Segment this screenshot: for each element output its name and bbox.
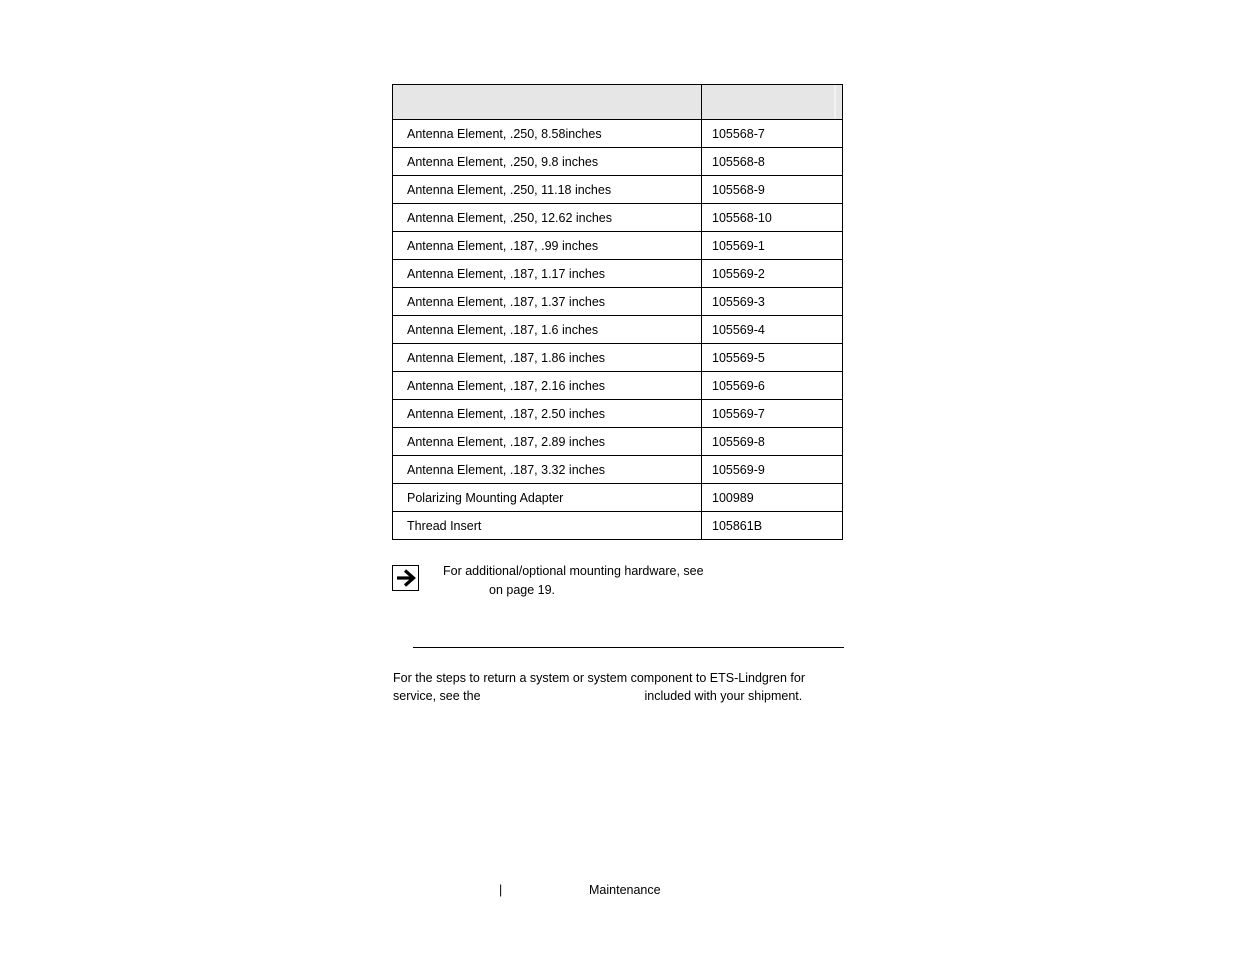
table-row — [393, 148, 843, 176]
part-description: Antenna Element, .250, 9.8 inches — [393, 148, 702, 176]
part-description: Antenna Element, .187, 1.17 inches — [393, 260, 702, 288]
part-description: Antenna Element, .187, 2.89 inches — [393, 428, 702, 456]
table-row — [393, 512, 843, 540]
table-header-row — [393, 85, 843, 120]
part-number: 105568-9 — [702, 176, 843, 204]
note-line-1: For additional/optional mounting hardware, see — [443, 564, 704, 578]
part-number: 105568-10 — [702, 204, 843, 232]
table-row — [393, 372, 843, 400]
part-number: 105861B — [702, 512, 843, 540]
part-description: Thread Insert — [393, 512, 702, 540]
part-description: Antenna Element, .250, 8.58inches — [393, 120, 702, 148]
part-number: 105569-8 — [702, 428, 843, 456]
footer-section-title: Maintenance — [589, 883, 661, 897]
part-description: Polarizing Mounting Adapter — [393, 484, 702, 512]
arrow-right-icon — [392, 565, 419, 591]
table-row — [393, 428, 843, 456]
part-number: 105569-9 — [702, 456, 843, 484]
part-description: Antenna Element, .187, 2.50 inches — [393, 400, 702, 428]
part-description: Antenna Element, .187, .99 inches — [393, 232, 702, 260]
part-description: Antenna Element, .187, 1.37 inches — [393, 288, 702, 316]
part-number: 105569-3 — [702, 288, 843, 316]
table-row — [393, 456, 843, 484]
part-number: 105569-6 — [702, 372, 843, 400]
table-row — [393, 288, 843, 316]
part-number: 100989 — [702, 484, 843, 512]
table-row — [393, 316, 843, 344]
table-row — [393, 344, 843, 372]
part-number: 105569-1 — [702, 232, 843, 260]
part-description: Antenna Element, .250, 11.18 inches — [393, 176, 702, 204]
note-line-2: on page 19. — [489, 583, 556, 597]
table-row — [393, 484, 843, 512]
part-number: 105569-2 — [702, 260, 843, 288]
footer-separator: | — [499, 883, 503, 897]
part-description: Antenna Element, .187, 3.32 inches — [393, 456, 702, 484]
table-row — [393, 176, 843, 204]
part-description: Antenna Element, .187, 2.16 inches — [393, 372, 702, 400]
section-rule — [413, 647, 844, 648]
table-row — [393, 120, 843, 148]
parts-table-body — [393, 120, 843, 540]
service-text-before: For the steps to return a system or system component to ETS-Lindgren for service, see the — [393, 671, 805, 703]
part-description: Antenna Element, .187, 1.6 inches — [393, 316, 702, 344]
part-description: Antenna Element, .250, 12.62 inches — [393, 204, 702, 232]
table-row — [393, 400, 843, 428]
description-header — [393, 85, 702, 120]
part-number: 105568-8 — [702, 148, 843, 176]
table-row — [393, 204, 843, 232]
note-text — [443, 562, 704, 600]
part-number: 105569-4 — [702, 316, 843, 344]
part-number-header — [702, 85, 843, 120]
part-number: 105569-7 — [702, 400, 843, 428]
part-number: 105568-7 — [702, 120, 843, 148]
service-text-after: included with your shipment. — [644, 689, 803, 703]
table-row — [393, 260, 843, 288]
parts-table — [392, 84, 843, 540]
service-paragraph — [393, 669, 833, 705]
part-description: Antenna Element, .187, 1.86 inches — [393, 344, 702, 372]
table-row — [393, 232, 843, 260]
part-number: 105569-5 — [702, 344, 843, 372]
